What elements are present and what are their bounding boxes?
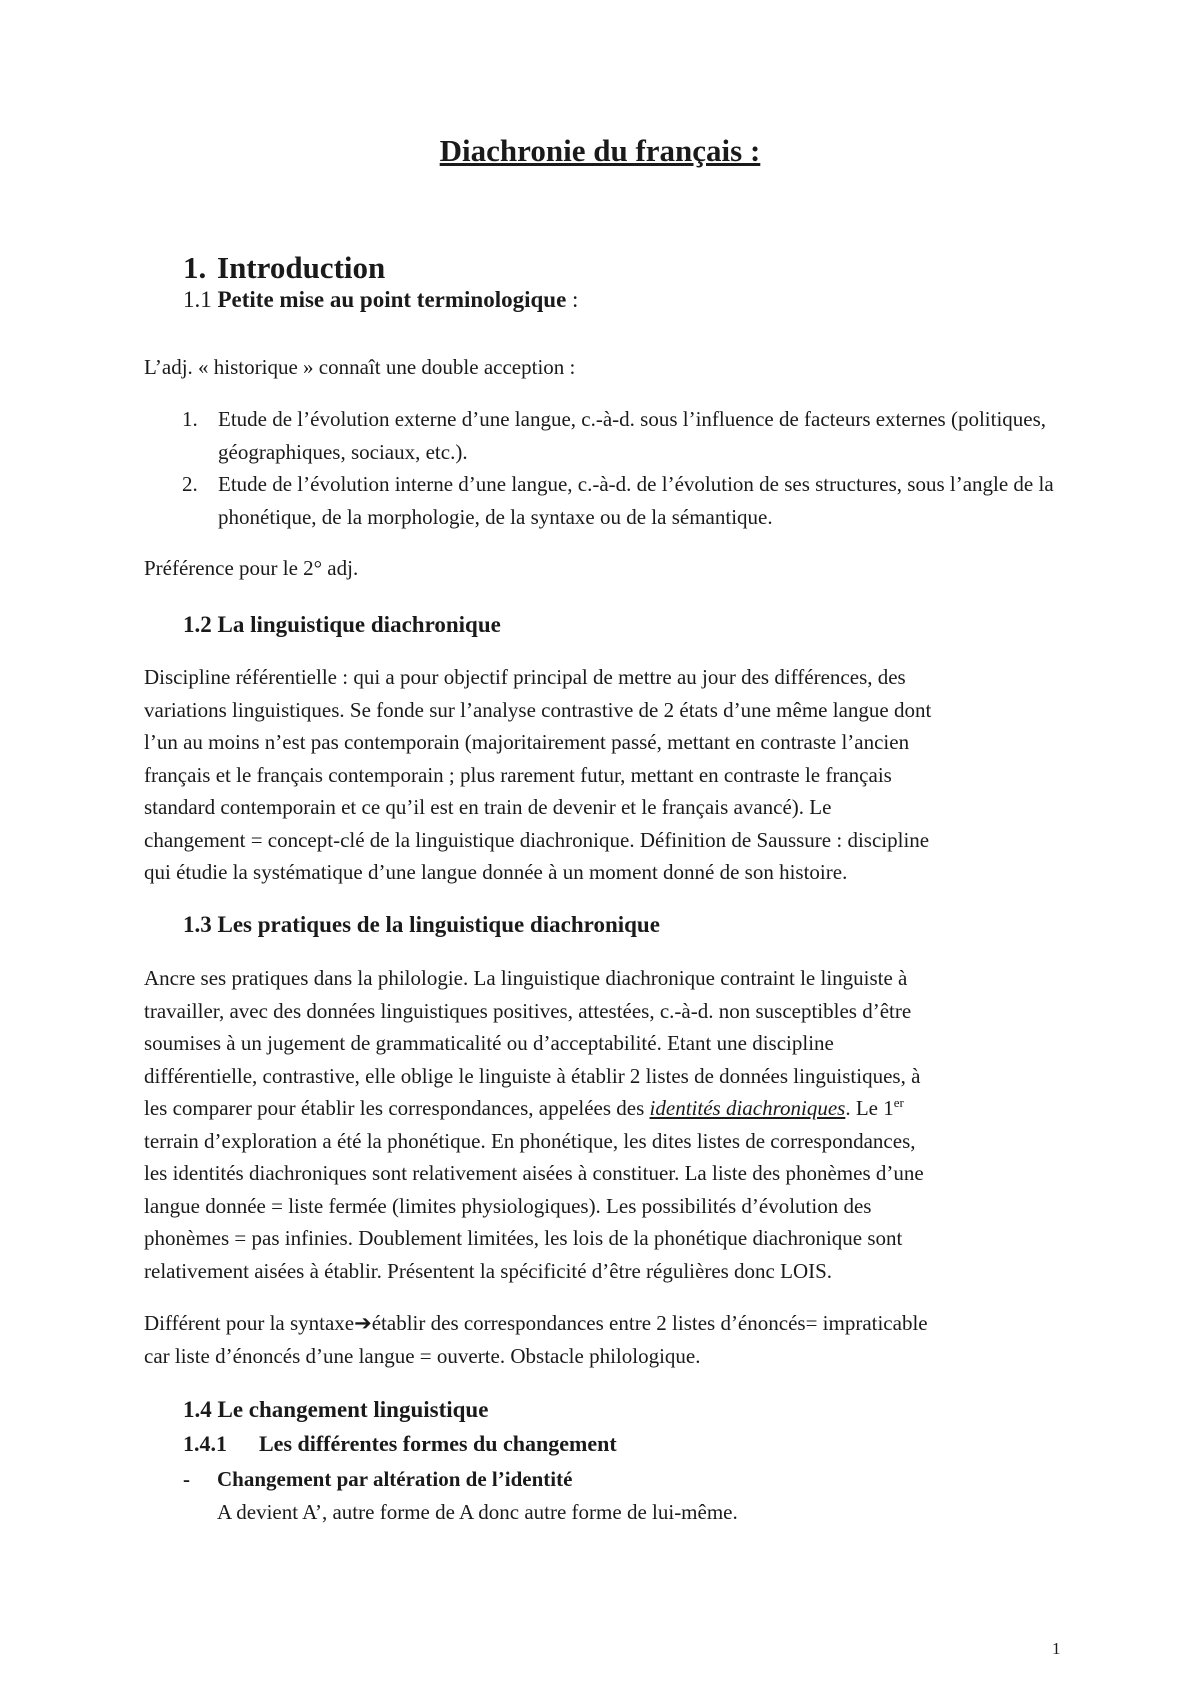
text-line: changement = concept-clé de la linguistique diachronique. Définition de Saussure : discipline <box>144 827 930 852</box>
text-run: établir des correspondances entre 2 listes d’énoncés= impraticable <box>371 1311 928 1335</box>
text-line: car liste d’énoncés d’une langue = ouverte. Obstacle philologique. <box>144 1343 701 1368</box>
section-number: 1. <box>183 250 207 285</box>
text-line: l’un au moins n’est pas contemporain (majoritairement passé, mettant en contraste l’ancien <box>144 730 910 754</box>
text-line: qui étudie la systématique d’une langue donnée à un moment donné de son histoire. <box>144 860 848 884</box>
text-line: phonèmes = pas infinies. Doublement limitées, les lois de la phonétique diachronique sont <box>144 1226 903 1250</box>
subsection-heading-1-4: 1.4 Le changement linguistique <box>183 1397 489 1422</box>
dash-list-item <box>183 1463 1063 1528</box>
list-item-text: Etude de l’évolution externe d’une langue, c.-à-d. sous l’influence de facteurs externes (politiques, géographiques, sociaux, etc.). <box>218 407 1047 464</box>
list-item <box>144 403 1074 468</box>
section-title: Introduction <box>217 250 386 285</box>
dash-item-text: A devient A’, autre forme de A donc autre forme de lui-même. <box>217 1499 738 1524</box>
text-line: relativement aisées à établir. Présentent la spécificité d’être régulières donc LOIS. <box>144 1258 833 1283</box>
text-line: français et le français contemporain ; plus rarement futur, mettant en contraste le français <box>144 762 892 787</box>
text-line: Discipline référentielle : qui a pour objectif principal de mettre au jour des différences, des <box>144 665 906 689</box>
text-line: les identités diachroniques sont relativement aisées à constituer. La liste des phonèmes d’une <box>144 1161 924 1185</box>
subsection-colon: : <box>566 287 579 312</box>
text-line: différentielle, contrastive, elle oblige le linguiste à établir 2 listes de données linguistiques, à <box>144 1063 921 1088</box>
paragraph-syntaxe <box>144 1307 1064 1372</box>
text-line: terrain d’exploration a été la phonétique. En phonétique, les dites listes de correspondances, <box>144 1128 916 1153</box>
subsection-title: Petite mise au point terminologique <box>217 287 567 312</box>
dash-bullet: - <box>183 1467 190 1491</box>
text-run: . Le 1 <box>845 1096 894 1120</box>
subsection-number: 1.1 <box>183 287 212 312</box>
text-line: travailler, avec des données linguistiques positives, attestées, c.-à-d. non susceptibles d’être <box>144 998 912 1023</box>
list-item-number: 1. <box>182 407 198 431</box>
paragraph-linguistique-diachronique <box>144 661 1064 889</box>
emphasized-term: identités diachroniques <box>649 1096 846 1120</box>
paragraph-pratiques <box>144 962 1064 1287</box>
subsubsection-title: Les différentes formes du changement <box>259 1431 617 1456</box>
text-line <box>144 1307 1064 1340</box>
subsection-heading-1-2: 1.2 La linguistique diachronique <box>183 612 501 637</box>
superscript: er <box>893 1095 904 1110</box>
page-number: 1 <box>1052 1639 1061 1658</box>
document-title: Diachronie du français : <box>439 133 761 168</box>
subsubsection-number: 1.4.1 <box>183 1431 227 1456</box>
list-item <box>144 468 1074 533</box>
subsection-heading-1-3: 1.3 Les pratiques de la linguistique diachronique <box>183 912 660 937</box>
subsection-heading-1-1 <box>183 285 578 315</box>
text-line: standard contemporain et ce qu’il est en train de devenir et le français avancé). Le <box>144 795 832 819</box>
text-run: les comparer pour établir les correspondances, appelées des <box>144 1096 650 1120</box>
arrow-icon: ➔ <box>354 1311 372 1335</box>
text-line: Ancre ses pratiques dans la philologie. La linguistique diachronique contraint le linguiste à <box>144 966 908 990</box>
list-item-number: 2. <box>182 472 198 496</box>
paragraph-preference: Préférence pour le 2° adj. <box>144 556 359 580</box>
text-line <box>144 1092 1064 1125</box>
subsubsection-heading-1-4-1 <box>183 1429 617 1459</box>
text-run: Différent pour la syntaxe <box>144 1311 355 1335</box>
text-line: langue donnée = liste fermée (limites physiologiques). Les possibilités d’évolution des <box>144 1193 872 1218</box>
dash-item-label: Changement par altération de l’identité <box>217 1467 573 1491</box>
list-item-text: Etude de l’évolution interne d’une langue, c.-à-d. de l’évolution de ses structures, sous l’angle de la phonétique, de la morphologie, de la syntaxe ou de la sémantique. <box>218 472 1054 529</box>
numbered-list <box>144 403 1074 533</box>
section-heading-introduction <box>183 248 385 288</box>
text-line: variations linguistiques. Se fonde sur l’analyse contrastive de 2 états d’une même langue dont <box>144 697 932 722</box>
paragraph-intro: L’adj. « historique » connaît une double acception : <box>144 355 576 379</box>
text-line: soumises à un jugement de grammaticalité ou d’acceptabilité. Etant une discipline <box>144 1031 834 1055</box>
